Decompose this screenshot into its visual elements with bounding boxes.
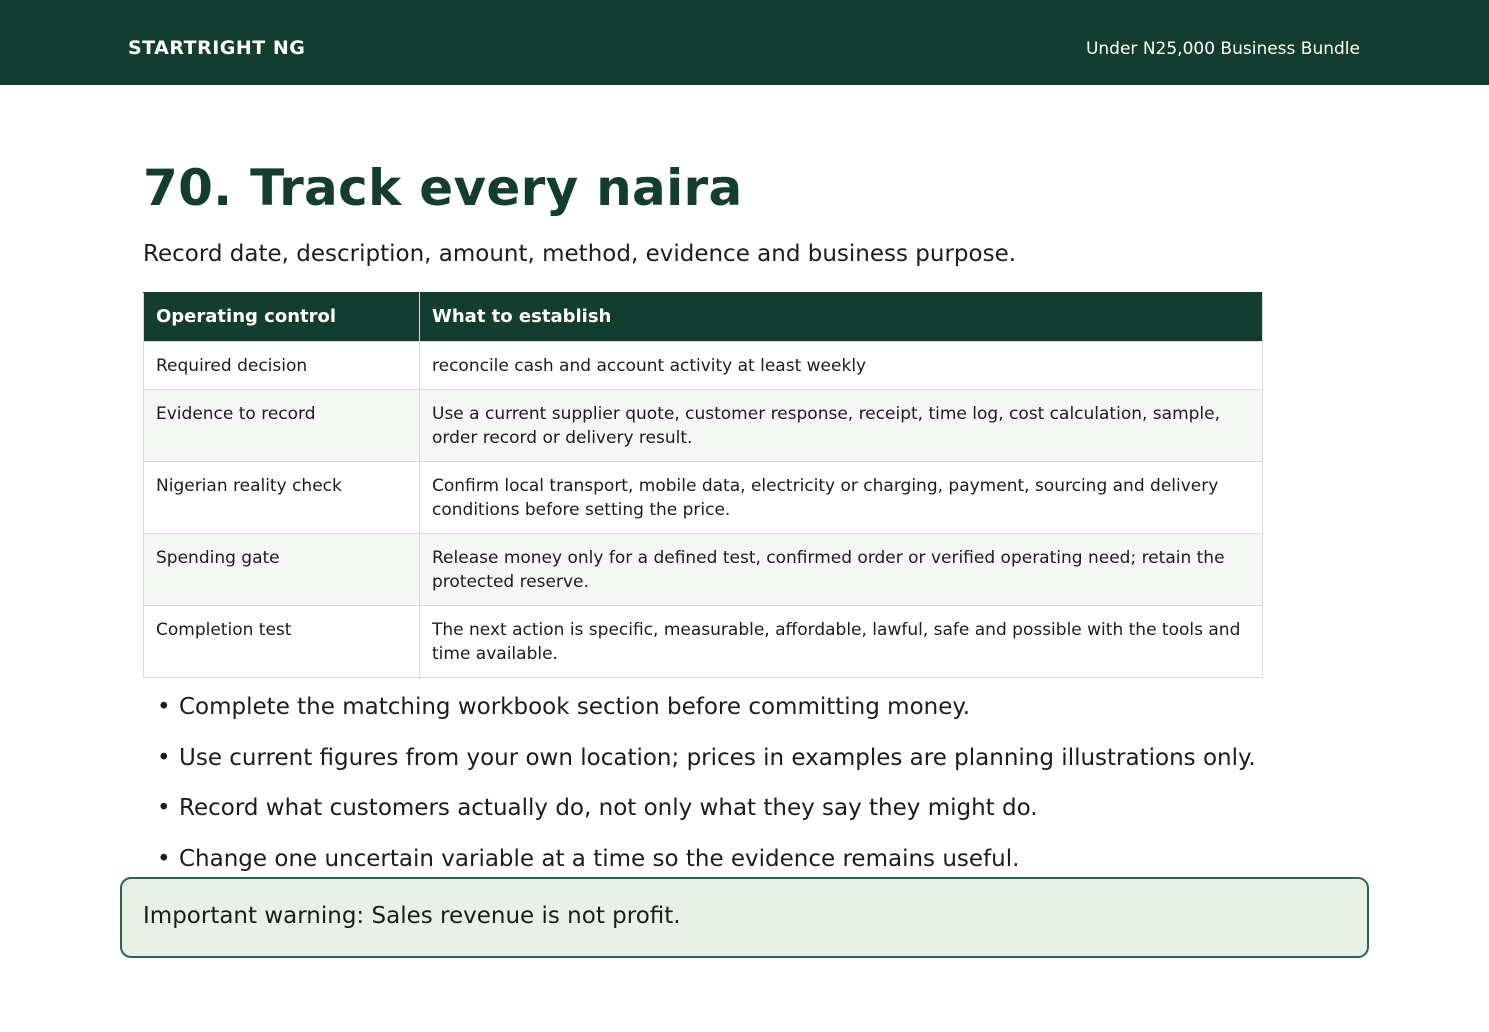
guidance-bullet-list	[157, 693, 1256, 895]
bullet-icon: •	[157, 845, 171, 872]
page-subtitle: Record date, description, amount, method, evidence and business purpose.	[143, 241, 1017, 267]
column-header-operating-control: Operating control	[144, 293, 420, 342]
table-cell-description: Use a current supplier quote, customer response, receipt, time log, cost calculation, sample, order record or delivery result.	[420, 390, 1263, 462]
page-title: 70. Track every naira	[143, 159, 743, 217]
brand-logo-text: STARTRIGHT NG	[128, 37, 306, 59]
table-header-row	[144, 293, 1263, 342]
table-row	[144, 462, 1263, 534]
table-cell-control: Completion test	[144, 606, 420, 678]
table-row	[144, 390, 1263, 462]
table-cell-description: Release money only for a defined test, confirmed order or verified operating need; retain the protected reserve.	[420, 534, 1263, 606]
column-header-what-to-establish: What to establish	[420, 293, 1263, 342]
list-item	[157, 693, 1256, 721]
table-row	[144, 534, 1263, 606]
table-row	[144, 606, 1263, 678]
list-item	[157, 845, 1256, 873]
list-item	[157, 744, 1256, 772]
bullet-icon: •	[157, 795, 171, 821]
list-item-text: Use current figures from your own location; prices in examples are planning illustrations only.	[179, 744, 1256, 771]
bullet-icon: •	[157, 694, 171, 720]
table-cell-control: Evidence to record	[144, 390, 420, 462]
warning-callout	[120, 877, 1369, 958]
table-cell-description: The next action is specific, measurable, affordable, lawful, safe and possible with the tools and time available.	[420, 606, 1263, 678]
operating-controls-table	[143, 292, 1263, 678]
table-cell-control: Nigerian reality check	[144, 462, 420, 534]
list-item-text: Complete the matching workbook section before committing money.	[179, 694, 971, 720]
table-cell-description: reconcile cash and account activity at least weekly	[420, 342, 1263, 390]
bullet-icon: •	[157, 744, 171, 771]
table-cell-description: Confirm local transport, mobile data, electricity or charging, payment, sourcing and delivery conditions before setting the price.	[420, 462, 1263, 534]
warning-text: Important warning: Sales revenue is not profit.	[143, 903, 681, 929]
list-item-text: Change one uncertain variable at a time so the evidence remains useful.	[179, 845, 1020, 872]
bundle-label: Under N25,000 Business Bundle	[1085, 39, 1360, 59]
table-cell-control: Required decision	[144, 342, 420, 390]
list-item-text: Record what customers actually do, not only what they say they might do.	[179, 795, 1038, 821]
list-item	[157, 794, 1256, 822]
table-cell-control: Spending gate	[144, 534, 420, 606]
top-header-bar	[0, 0, 1489, 85]
table-row	[144, 342, 1263, 390]
